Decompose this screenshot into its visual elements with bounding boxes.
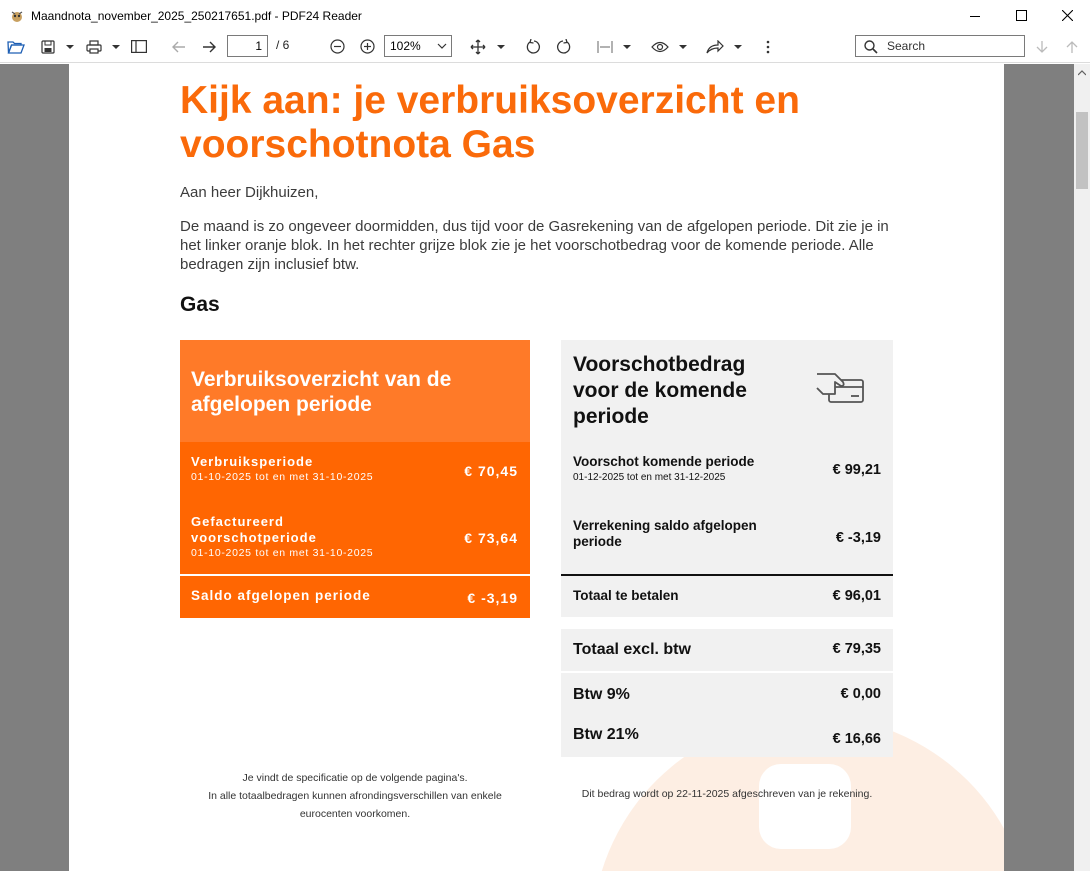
page-number-input[interactable]: 1 (227, 35, 268, 57)
pdf-page (69, 64, 1004, 871)
footnote-line: eurocenten voorkomen. (299, 808, 411, 820)
close-icon (1062, 10, 1073, 21)
scrollbar-thumb[interactable] (1076, 112, 1088, 189)
more-options-button[interactable] (760, 31, 776, 62)
save-icon (41, 40, 55, 54)
zoom-out-button[interactable] (326, 31, 348, 62)
arrow-up-icon (1066, 40, 1078, 54)
zoom-select[interactable] (384, 35, 452, 57)
search-input[interactable] (855, 35, 1025, 57)
search-previous-button[interactable] (1062, 31, 1082, 62)
advance-payment-block (561, 340, 893, 757)
print-icon (86, 40, 102, 54)
vertical-scrollbar[interactable] (1074, 64, 1090, 871)
row-label: Verbruiksperiode (191, 454, 314, 469)
search-next-button[interactable] (1032, 31, 1052, 62)
section-title: Gas (180, 293, 220, 316)
document-viewer[interactable] (0, 64, 1074, 871)
chevron-down-icon (497, 45, 505, 49)
maximize-icon (1016, 10, 1027, 21)
row-amount: € 16,66 (832, 731, 881, 747)
app-icon (9, 8, 25, 24)
scroll-up-icon[interactable] (1078, 70, 1086, 76)
row-label: Voorschot komende periode (573, 454, 755, 469)
row-amount: € 79,35 (832, 641, 881, 657)
advance-next-period-row (561, 440, 893, 506)
footnote-right: Dit bedrag wordt op 22-11-2025 afgeschreven van je rekening. (581, 788, 873, 800)
search-placeholder: Search (887, 39, 926, 53)
vat-breakdown (561, 629, 893, 757)
next-page-button[interactable] (198, 31, 220, 62)
row-amount: € 73,64 (464, 530, 518, 546)
invoiced-advance-row (180, 508, 530, 574)
folder-open-icon (7, 40, 25, 54)
zoom-out-icon (330, 39, 345, 54)
fit-width-button[interactable] (594, 31, 616, 62)
row-label: Gefactureerd voorschotperiode (191, 514, 317, 545)
row-amount: € 99,21 (832, 462, 881, 478)
sidebar-toggle-button[interactable] (128, 31, 150, 62)
chevron-down-icon (623, 45, 631, 49)
vat-9-row (561, 673, 893, 715)
advance-payment-title: Voorschotbedrag voor de komende periode (573, 353, 747, 428)
row-period: 01-10-2025 tot en met 31-10-2025 (191, 471, 374, 483)
save-dropdown[interactable] (63, 31, 77, 62)
consumption-overview-block (180, 340, 530, 618)
arrow-right-icon (202, 41, 216, 53)
payment-card-icon (815, 370, 867, 406)
settlement-row (561, 506, 893, 574)
more-vertical-icon (766, 40, 770, 54)
page-total: / 6 (276, 38, 290, 52)
balance-amount: € -3,19 (467, 590, 518, 606)
print-button[interactable] (83, 31, 105, 62)
share-icon (706, 40, 724, 54)
rotate-left-icon (526, 39, 541, 54)
zoom-in-icon (360, 39, 375, 54)
title-bar (0, 0, 1090, 31)
rotate-right-button[interactable] (552, 31, 574, 62)
row-amount: € 70,45 (464, 463, 518, 479)
close-button[interactable] (1044, 0, 1090, 31)
total-excl-vat-row (561, 629, 893, 673)
zoom-in-button[interactable] (356, 31, 378, 62)
search-icon (864, 40, 878, 54)
footnote-line: In alle totaalbedragen kunnen afrondingsverschillen van enkele (208, 790, 502, 802)
zoom-value: 102% (390, 39, 421, 53)
intro-paragraph: De maand is zo ongeveer doormidden, dus tijd voor de Gasrekening van de afgelopen periode. Dit zie je in het linker oranje blok. In het rechter grijze blok zie je het voorschotbedrag voor de komende periode. Alle bedragen zijn inclusief btw. (180, 218, 889, 273)
chevron-down-icon (112, 45, 120, 49)
share-button[interactable] (703, 31, 727, 62)
document-title: Kijk aan: je verbruiksoverzicht en voorschotnota Gas (180, 79, 800, 166)
print-dropdown[interactable] (109, 31, 123, 62)
footnote-line: Je vindt de specificatie op de volgende pagina's. (242, 772, 468, 784)
chevron-down-icon (679, 45, 687, 49)
rotate-left-button[interactable] (522, 31, 544, 62)
arrow-left-icon (172, 41, 186, 53)
total-to-pay-row (561, 576, 893, 617)
fit-dropdown[interactable] (620, 31, 634, 62)
row-period: 01-10-2025 tot en met 31-10-2025 (191, 547, 374, 559)
chevron-down-icon (66, 45, 74, 49)
view-mode-button[interactable] (648, 31, 672, 62)
previous-page-button[interactable] (168, 31, 190, 62)
row-label: Btw 21% (573, 726, 639, 743)
maximize-button[interactable] (998, 0, 1044, 31)
vat-21-row (561, 715, 893, 757)
background-decoration-cutout (759, 764, 851, 849)
sidebar-icon (131, 40, 147, 53)
share-dropdown[interactable] (731, 31, 745, 62)
arrow-down-icon (1036, 40, 1048, 54)
open-button[interactable] (4, 31, 28, 62)
fit-width-icon (597, 40, 613, 54)
window-title: Maandnota_november_2025_250217651.pdf - PDF24 Reader (31, 8, 362, 23)
balance-label: Saldo afgelopen periode (191, 588, 371, 603)
chevron-down-icon (734, 45, 742, 49)
eye-icon (651, 41, 669, 53)
minimize-button[interactable] (952, 0, 998, 31)
row-label: Totaal excl. btw (573, 641, 691, 658)
pan-tool-button[interactable] (467, 31, 489, 62)
consumption-row (180, 442, 530, 508)
footnote-left (180, 769, 530, 823)
row-label: Verrekening saldo afgelopen periode (573, 518, 757, 549)
row-amount: € -3,19 (835, 530, 881, 546)
row-period: 01-12-2025 tot en met 31-12-2025 (573, 472, 726, 483)
pan-dropdown[interactable] (494, 31, 508, 62)
total-amount: € 96,01 (832, 588, 881, 604)
greeting: Aan heer Dijkhuizen, (180, 184, 319, 201)
consumption-overview-title: Verbruiksoverzicht van de afgelopen periode (180, 340, 530, 442)
row-label: Btw 9% (573, 686, 630, 703)
chevron-down-icon (437, 40, 447, 52)
rotate-right-icon (556, 39, 571, 54)
balance-row (180, 576, 530, 618)
move-icon (470, 39, 486, 55)
total-label: Totaal te betalen (573, 588, 679, 603)
save-button[interactable] (37, 31, 59, 62)
minimize-icon (970, 11, 980, 21)
view-dropdown[interactable] (676, 31, 690, 62)
row-amount: € 0,00 (840, 686, 881, 702)
